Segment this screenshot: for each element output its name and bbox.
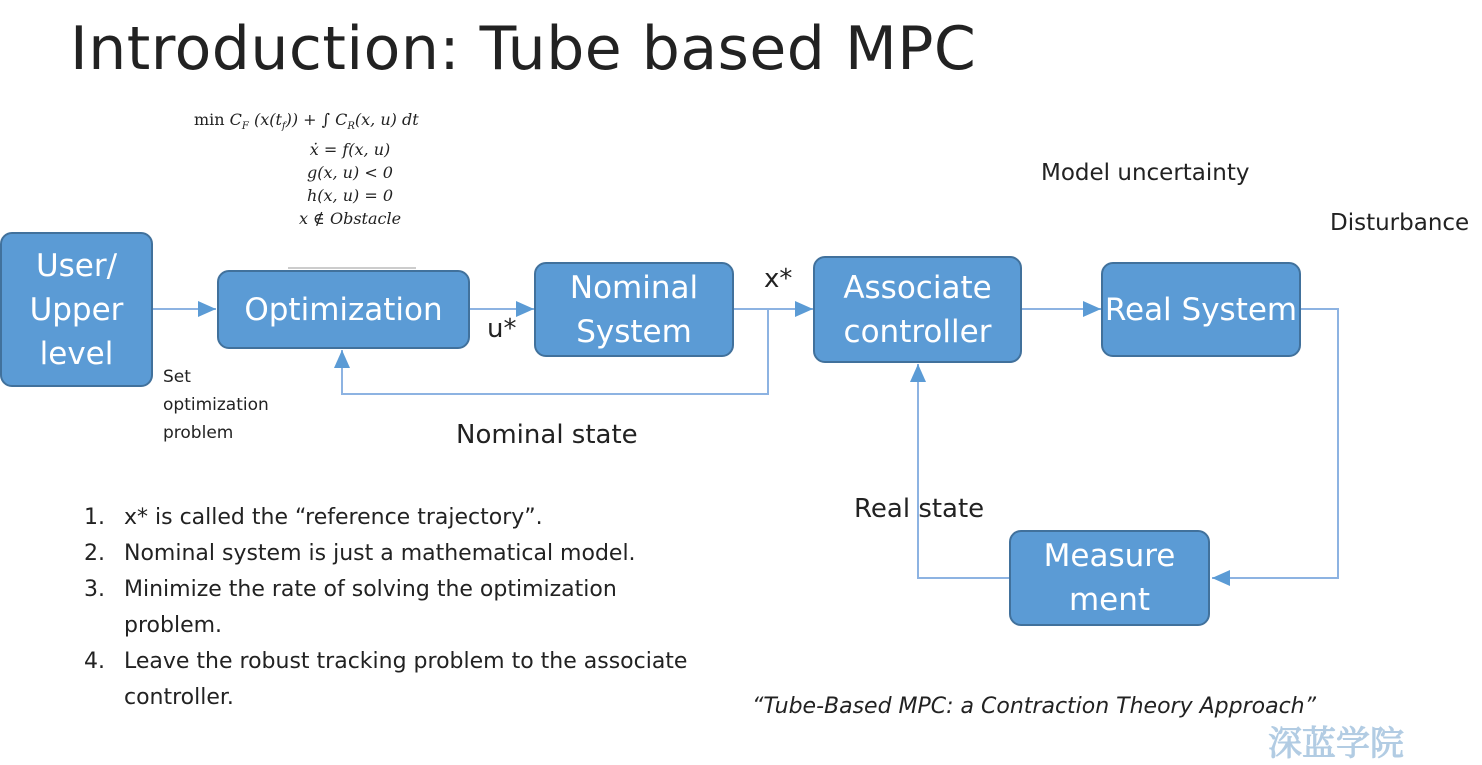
list-item: 1. x* is called the “reference trajectory”. xyxy=(84,505,543,530)
page-title: Introduction: Tube based MPC xyxy=(70,14,977,84)
user-upper-level-block: User/ Upper level xyxy=(0,232,153,387)
watermark-logo: 深蓝学院 xyxy=(1268,724,1404,764)
u-star-label: u* xyxy=(487,314,517,344)
formula-constraint: g(x, u) < 0 xyxy=(307,163,393,183)
formula-constraint: ẋ = f(x, u) xyxy=(309,140,391,160)
nominal-system-block: Nominal System xyxy=(534,262,734,357)
notes-list xyxy=(82,500,702,716)
formula-constraint: h(x, u) = 0 xyxy=(306,186,394,206)
nominal-state-label: Nominal state xyxy=(456,420,638,450)
optimization-block: Optimization xyxy=(217,270,470,349)
list-item: 3. Minimize the rate of solving the optimization problem. xyxy=(84,577,617,638)
list-item: 2. Nominal system is just a mathematical model. xyxy=(84,541,636,566)
list-item: 4. Leave the robust tracking problem to the associate controller. xyxy=(84,649,688,710)
x-star-label: x* xyxy=(764,264,793,294)
real-system-block: Real System xyxy=(1101,262,1301,357)
arrow-real-state-feedback xyxy=(918,364,1010,578)
set-optimization-label: Set optimization problem xyxy=(163,367,269,443)
formula-objective: $\min C_F$ $(x(t_f))$ + ∫ $C_R(x$, u) dt xyxy=(194,110,419,133)
disturbance-label: Disturbance xyxy=(1330,210,1470,236)
measurement-block: Measure ment xyxy=(1009,530,1210,626)
model-uncertainty-label: Model uncertainty xyxy=(1041,160,1250,186)
associate-controller-block: Associate controller xyxy=(813,256,1022,363)
formula-constraint: x ∉ Obstacle xyxy=(298,209,402,229)
real-state-label: Real state xyxy=(854,494,985,524)
citation: “Tube-Based MPC: a Contraction Theory Approach” xyxy=(752,694,1317,719)
